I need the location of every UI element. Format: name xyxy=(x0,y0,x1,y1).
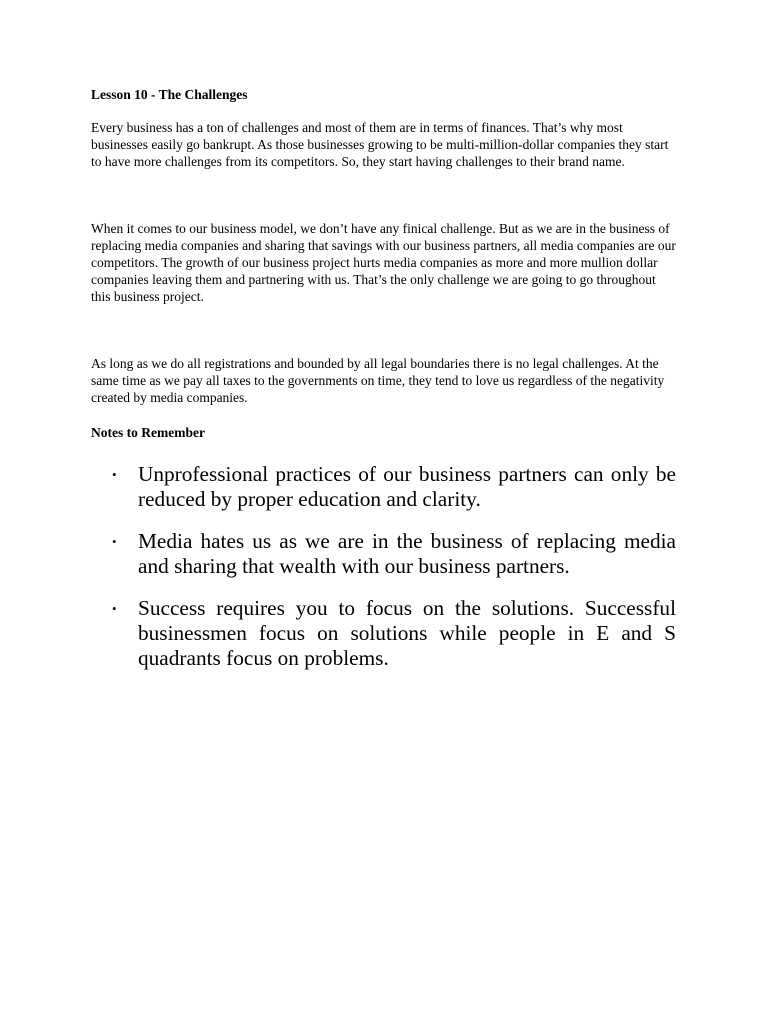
lesson-title: Lesson 10 - The Challenges xyxy=(91,87,248,102)
note-item xyxy=(91,596,676,671)
bullet-icon: • xyxy=(112,466,117,482)
note-text: Media hates us as we are in the business of replacing media and sharing that wealth with our business partners. xyxy=(138,528,676,578)
document-page xyxy=(91,86,676,688)
note-item xyxy=(91,462,676,512)
bullet-icon: • xyxy=(112,600,117,616)
note-text: Success requires you to focus on the solutions. Successful businessmen focus on solutions while people in E and S quadrants focus on problems. xyxy=(138,595,676,670)
paragraph-business-model: When it comes to our business model, we don’t have any finical challenge. But as we are in the business of replacing media companies and sharing that savings with our business partners, all media companies are our competitors. The growth of our business project hurts media companies as more and more mullion dollar companies leaving them and partnering with us. That’s the only challenge we are going to go throughout this business project. xyxy=(91,221,676,304)
notes-list xyxy=(91,462,676,671)
bullet-icon: • xyxy=(112,533,117,549)
paragraph-legal: As long as we do all registrations and bounded by all legal boundaries there is no legal challenges. At the same time as we pay all taxes to the governments on time, they tend to love us regardless of the negativity created by media companies. xyxy=(91,356,665,405)
note-text: Unprofessional practices of our business partners can only be reduced by proper education and clarity. xyxy=(138,461,676,511)
paragraph-finances: Every business has a ton of challenges and most of them are in terms of finances. That’s why most businesses easily go bankrupt. As those businesses growing to be multi-million-dollar companies they start to have more challenges from its competitors. So, they start having challenges to their brand name. xyxy=(91,120,669,169)
note-item xyxy=(91,529,676,579)
notes-heading: Notes to Remember xyxy=(91,424,205,440)
